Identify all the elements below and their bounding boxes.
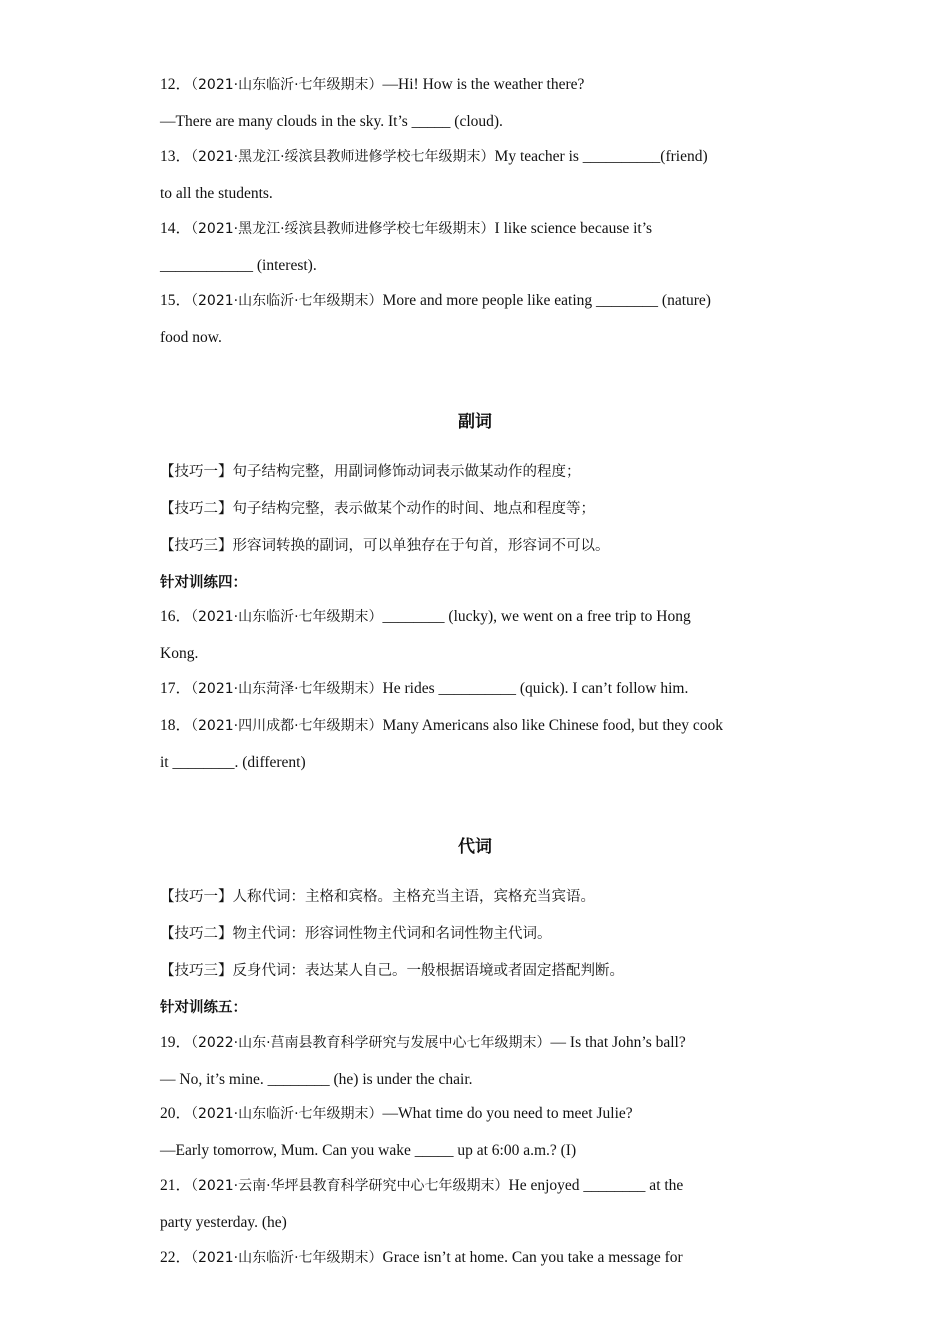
question-source: （2021·山东临沂·七年级期末）	[191, 1250, 383, 1266]
question-12: 12．（2021·山东临沂·七年级期末）—Hi! How is the weather there?	[160, 76, 585, 93]
tip-3: 【技巧三】形容词转换的副词，可以单独存在于句首，形容词不可以。	[160, 538, 610, 554]
question-source: （2021·山东临沂·七年级期末）	[191, 77, 383, 93]
question-source: （2021·云南·华坪县教育科学研究中心七年级期末）	[191, 1178, 509, 1194]
tip-3: 【技巧三】反身代词：表达某人自己。一般根据语境或者固定搭配判断。	[160, 963, 624, 979]
question-text: He rides __________ (quick). I can’t follow him.	[382, 680, 689, 697]
question-source: （2021·四川成都·七年级期末）	[191, 718, 383, 734]
question-22: 22．（2021·山东临沂·七年级期末）Grace isn’t at home. Can you take a message for	[160, 1249, 683, 1266]
tip-2: 【技巧二】物主代词：形容词性物主代词和名词性物主代词。	[160, 926, 552, 942]
question-16-continuation: Kong.	[160, 645, 199, 662]
practice-heading: 针对训练四：	[160, 575, 247, 591]
question-source: （2021·山东临沂·七年级期末）	[191, 293, 383, 309]
question-source: （2022·山东·莒南县教育科学研究与发展中心七年级期末）	[191, 1035, 551, 1051]
tip-2: 【技巧二】句子结构完整，表示做某个动作的时间、地点和程度等；	[160, 501, 595, 517]
question-text: ________ (lucky), we went on a free trip to Hong	[382, 608, 691, 625]
question-text: I like science because it’s	[494, 220, 653, 237]
question-16: 16．（2021·山东临沂·七年级期末）________ (lucky), we went on a free trip to Hong	[160, 608, 691, 625]
question-text: More and more people like eating ________ (nature)	[382, 292, 711, 309]
question-19: 19．（2022·山东·莒南县教育科学研究与发展中心七年级期末）— Is that John’s ball?	[160, 1034, 686, 1051]
question-source: （2021·山东菏泽·七年级期末）	[191, 681, 383, 697]
question-21: 21．（2021·云南·华坪县教育科学研究中心七年级期末）He enjoyed ________ at the	[160, 1177, 684, 1194]
question-text: — Is that John’s ball?	[550, 1034, 686, 1051]
question-18-continuation: it ________. (different)	[160, 754, 306, 771]
question-text: —Hi! How is the weather there?	[382, 76, 585, 93]
question-text: Grace isn’t at home. Can you take a message for	[382, 1249, 683, 1266]
question-source: （2021·山东临沂·七年级期末）	[191, 1106, 383, 1122]
question-21-continuation: party yesterday. (he)	[160, 1214, 287, 1231]
question-13-continuation: to all the students.	[160, 185, 273, 202]
section-heading-adverb: 副词	[458, 412, 492, 432]
question-14: 14．（2021·黑龙江·绥滨县教师进修学校七年级期末）I like science because it’s	[160, 220, 653, 237]
question-18: 18．（2021·四川成都·七年级期末）Many Americans also like Chinese food, but they cook	[160, 717, 724, 734]
question-20-continuation: —Early tomorrow, Mum. Can you wake _____ up at 6:00 a.m.? (I)	[160, 1142, 577, 1159]
question-source: （2021·黑龙江·绥滨县教师进修学校七年级期末）	[191, 221, 495, 237]
question-text: —What time do you need to meet Julie?	[382, 1105, 633, 1122]
question-13: 13．（2021·黑龙江·绥滨县教师进修学校七年级期末）My teacher is __________(friend)	[160, 148, 708, 165]
question-15-continuation: food now.	[160, 329, 222, 346]
question-19-continuation: — No, it’s mine. ________ (he) is under the chair.	[160, 1071, 473, 1088]
question-source: （2021·山东临沂·七年级期末）	[191, 609, 383, 625]
question-source: （2021·黑龙江·绥滨县教师进修学校七年级期末）	[191, 149, 495, 165]
tip-1: 【技巧一】句子结构完整，用副词修饰动词表示做某动作的程度；	[160, 464, 581, 480]
question-12-continuation: —There are many clouds in the sky. It’s _____ (cloud).	[160, 113, 503, 130]
question-text: Many Americans also like Chinese food, but they cook	[382, 717, 724, 734]
question-14-continuation: ____________ (interest).	[160, 257, 317, 274]
question-20: 20．（2021·山东临沂·七年级期末）—What time do you need to meet Julie?	[160, 1105, 633, 1122]
practice-heading: 针对训练五：	[160, 1000, 247, 1016]
question-text: He enjoyed ________ at the	[508, 1177, 684, 1194]
question-15: 15．（2021·山东临沂·七年级期末）More and more people like eating ________ (nature)	[160, 292, 711, 309]
question-text: My teacher is __________(friend)	[494, 148, 708, 165]
question-17: 17．（2021·山东菏泽·七年级期末）He rides __________ (quick). I can’t follow him.	[160, 680, 689, 697]
section-heading-pronoun: 代词	[458, 837, 492, 857]
tip-1: 【技巧一】人称代词：主格和宾格。主格充当主语，宾格充当宾语。	[160, 889, 595, 905]
